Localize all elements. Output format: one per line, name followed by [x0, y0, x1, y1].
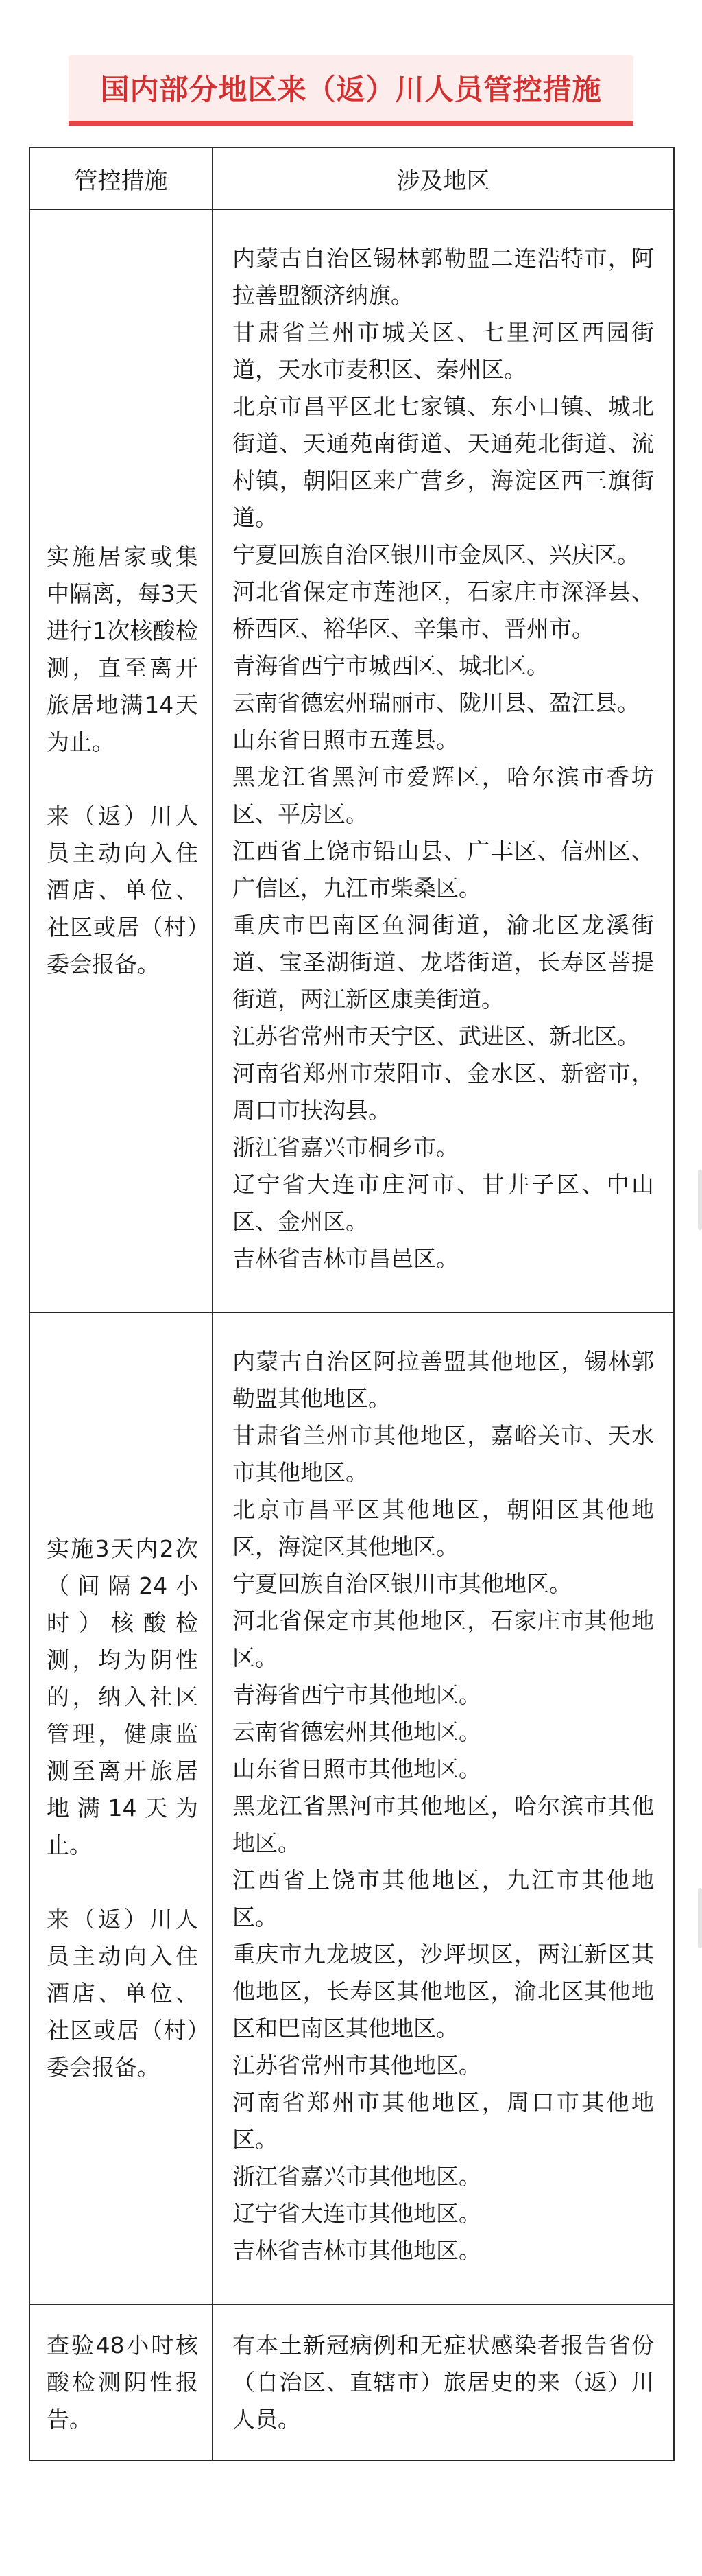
table-row: [29, 1312, 674, 2304]
measure-text: 来（返）川人员主动向入住酒店、单位、社区或居（村）委会报备。: [47, 803, 198, 978]
region-entry: 吉林省吉林市昌邑区。: [232, 1245, 459, 1272]
region-cell: [213, 1312, 674, 2304]
region-entry: 北京市昌平区其他地区，朝阳区其他地区，海淀区其他地区。: [232, 1496, 654, 1560]
measure-text: 实施居家或集中隔离，每3天进行1次核酸检测，直至离开旅居地满14天为止。: [47, 543, 198, 755]
region-entry: 北京市昌平区北七家镇、东小口镇、城北街道、天通苑南街道、天通苑北街道、流村镇，朝阳区来广营乡，海淀区西三旗街道。: [232, 393, 654, 531]
header-measures: 管控措施: [29, 147, 213, 209]
region-entry: 河北省保定市莲池区，石家庄市深泽县、桥西区、裕华区、辛集市、晋州市。: [232, 578, 654, 642]
region-entry: 内蒙古自治区阿拉善盟其他地区，锡林郭勒盟其他地区。: [232, 1348, 654, 1412]
title-banner: [69, 55, 633, 121]
region-entry: 江西省上饶市铅山县、广丰区、信州区、广信区，九江市柴桑区。: [232, 838, 654, 901]
control-measures-table: [29, 147, 675, 2461]
region-entry: 吉林省吉林市其他地区。: [232, 2237, 481, 2264]
region-entry: 内蒙古自治区锡林郭勒盟二连浩特市，阿拉善盟额济纳旗。: [232, 245, 654, 309]
measure-text: 来（返）川人员主动向入住酒店、单位、社区或居（村）委会报备。: [47, 1906, 198, 2081]
region-entry: 江苏省常州市天宁区、武进区、新北区。: [232, 1023, 640, 1050]
region-entry: 云南省德宏州其他地区。: [232, 1718, 481, 1745]
region-entry: 宁夏回族自治区银川市金凤区、兴庆区。: [232, 541, 640, 568]
measure-cell: [29, 1312, 213, 2304]
region-entry: 辽宁省大连市其他地区。: [232, 2200, 481, 2227]
region-entry: 江西省上饶市其他地区，九江市其他地区。: [232, 1867, 654, 1930]
region-entry: 青海省西宁市其他地区。: [232, 1681, 481, 1708]
region-entry: 浙江省嘉兴市其他地区。: [232, 2163, 481, 2190]
region-entry: 黑龙江省黑河市爱辉区，哈尔滨市香坊区、平房区。: [232, 764, 654, 827]
table-row: [29, 209, 674, 1312]
region-entry: 河北省保定市其他地区，石家庄市其他地区。: [232, 1607, 654, 1671]
measure-text: 查验48小时核酸检测阴性报告。: [47, 2332, 198, 2433]
region-entry: 青海省西宁市城西区、城北区。: [232, 652, 549, 679]
title-underline: [69, 121, 633, 126]
region-entry: 甘肃省兰州市城关区、七里河区西园街道，天水市麦积区、秦州区。: [232, 319, 654, 383]
region-entry: 江苏省常州市其他地区。: [232, 2052, 481, 2079]
measure-cell: [29, 2304, 213, 2461]
region-entry: 宁夏回族自治区银川市其他地区。: [232, 1570, 572, 1597]
region-entry: 有本土新冠病例和无症状感染者报告省份（自治区、直辖市）旅居史的来（返）川人员。: [232, 2332, 654, 2433]
region-entry: 重庆市巴南区鱼洞街道，渝北区龙溪街道、宝圣湖街道、龙塔街道，长寿区菩提街道，两江新区康美街道。: [232, 912, 654, 1013]
table-row: [29, 2304, 674, 2461]
table-header-row: [29, 147, 674, 209]
region-entry: 重庆市九龙坡区，沙坪坝区，两江新区其他地区，长寿区其他地区，渝北区其他地区和巴南区其他地区。: [232, 1941, 654, 2042]
region-entry: 河南省郑州市其他地区，周口市其他地区。: [232, 2089, 654, 2153]
region-entry: 浙江省嘉兴市桐乡市。: [232, 1134, 459, 1161]
scroll-indicator: [698, 1170, 702, 1230]
region-cell: [213, 2304, 674, 2461]
scroll-indicator: [698, 1888, 702, 1948]
region-entry: 山东省日照市其他地区。: [232, 1756, 481, 1782]
region-entry: 辽宁省大连市庄河市、甘井子区、中山区、金州区。: [232, 1171, 654, 1235]
region-entry: 黑龙江省黑河市其他地区，哈尔滨市其他地区。: [232, 1793, 654, 1856]
region-cell: [213, 209, 674, 1312]
measure-text: 实施3天内2次（间隔24小时）核酸检测，均为阴性的，纳入社区管理，健康监测至离开旅居地满14天为止。: [47, 1535, 198, 1858]
measure-cell: [29, 209, 213, 1312]
region-entry: 山东省日照市五莲县。: [232, 726, 459, 753]
region-entry: 云南省德宏州瑞丽市、陇川县、盈江县。: [232, 689, 640, 716]
page-title: 国内部分地区来（返）川人员管控措施: [100, 73, 602, 106]
region-entry: 甘肃省兰州市其他地区，嘉峪关市、天水市其他地区。: [232, 1422, 654, 1486]
region-entry: 河南省郑州市荥阳市、金水区、新密市，周口市扶沟县。: [232, 1060, 654, 1124]
header-regions: 涉及地区: [213, 147, 674, 209]
